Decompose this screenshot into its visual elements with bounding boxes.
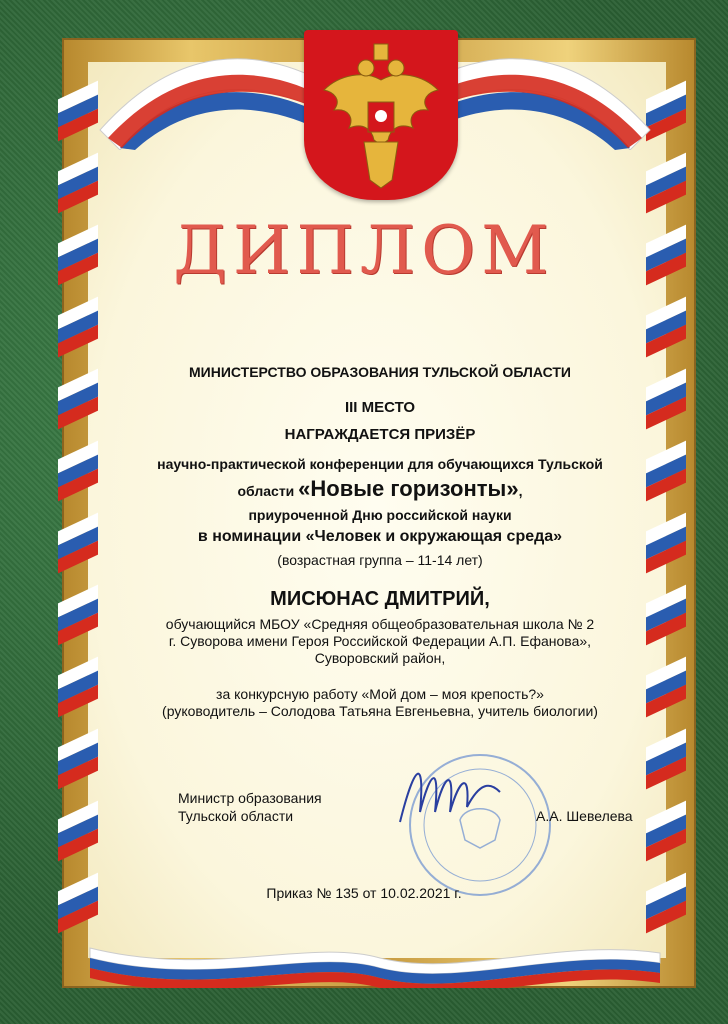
nomination: в номинации «Человек и окружающая среда» bbox=[197, 528, 563, 545]
work-title: за конкурсную работу «Мой дом – моя крепость?» bbox=[216, 686, 544, 702]
conference-prefix: области bbox=[237, 483, 295, 499]
place-label: III МЕСТО bbox=[344, 399, 416, 416]
conference-suffix: , bbox=[518, 483, 523, 499]
diploma-title: ДИПЛОМ bbox=[173, 212, 555, 289]
age-group: (возрастная группа – 11-14 лет) bbox=[277, 552, 483, 568]
signer-title-line-1: Министр образования bbox=[178, 790, 322, 806]
school-line-1: обучающийся МБОУ «Средняя общеобразовательная школа № 2 bbox=[165, 616, 595, 632]
signature bbox=[395, 752, 505, 832]
supervisor: (руководитель – Солодова Татьяна Евгеньевна, учитель биологии) bbox=[162, 703, 598, 719]
conference-line-3: приуроченной Дню российской науки bbox=[248, 507, 512, 523]
school-line-3: Суворовский район, bbox=[314, 650, 446, 666]
conference-line-2 bbox=[100, 476, 660, 502]
ministry-name: МИНИСТЕРСТВО ОБРАЗОВАНИЯ ТУЛЬСКОЙ ОБЛАСТИ bbox=[188, 364, 571, 380]
coat-of-arms-icon bbox=[304, 30, 458, 200]
awarded-label: НАГРАЖДАЕТСЯ ПРИЗЁР bbox=[284, 426, 476, 443]
conference-line-1: научно-практической конференции для обучающихся Тульской bbox=[157, 456, 603, 472]
recipient-name: МИСЮНАС ДМИТРИЙ, bbox=[270, 588, 490, 610]
signer-title bbox=[178, 789, 322, 825]
conference-name: «Новые горизонты» bbox=[298, 476, 519, 501]
order-number: Приказ № 135 от 10.02.2021 г. bbox=[266, 885, 462, 901]
school-line-2: г. Суворова имени Героя Российской Федерации А.П. Ефанова», bbox=[168, 633, 592, 649]
signer-name: А.А. Шевелева bbox=[536, 808, 633, 824]
signer-title-line-2: Тульской области bbox=[178, 808, 294, 824]
bottom-tricolor-ribbon bbox=[60, 928, 690, 988]
